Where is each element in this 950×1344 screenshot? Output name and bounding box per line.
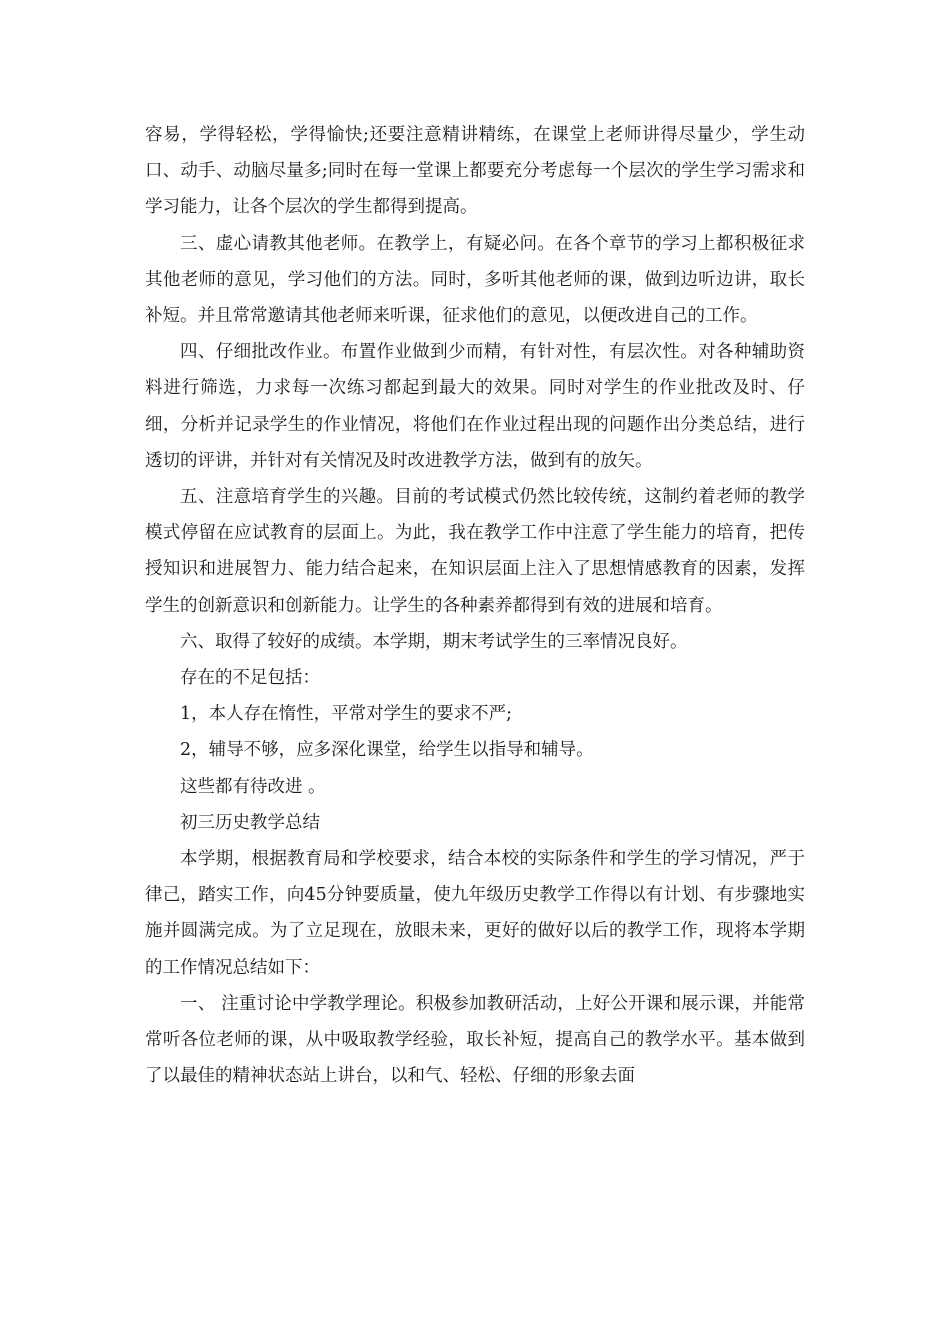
paragraph-shortcoming-1: 1，本人存在惰性，平常对学生的要求不严; bbox=[180, 704, 513, 725]
paragraph-item-4: 四、仔细批改作业。布置作业做到少而精，有针对性，有层次性。对各种辅助资料进行筛选，力求每一次练习都起到最大的效果。同时对学生的作业批改及时、仔细，分析并记录学生的作业情况，将他们在作业过程出现的问题作出分类总结，进行透切的评讲，并针对有关情况及时改进教学方法，做到有的放矢。 bbox=[145, 342, 805, 471]
paragraph-continuation: 容易，学得轻松，学得愉快;还要注意精讲精练，在课堂上老师讲得尽量少，学生动口、动手、动脑尽量多;同时在每一堂课上都要充分考虑每一个层次的学生学习需求和学习能力，让各个层次的学生都得到提高。 bbox=[145, 125, 805, 218]
section-title: 初三历史教学总结 bbox=[180, 812, 320, 833]
paragraph-item-6: 六、取得了较好的成绩。本学期，期末考试学生的三率情况良好。 bbox=[180, 631, 688, 652]
document-body bbox=[145, 117, 805, 1094]
paragraph-intro: 本学期，根据教育局和学校要求，结合本校的实际条件和学生的学习情况，严于律己，踏实工作，向45分钟要质量，使九年级历史教学工作得以有计划、有步骤地实施并圆满完成。为了立足现在，放眼未来，更好的做好以后的教学工作，现将本学期的工作情况总结如下： bbox=[145, 849, 805, 978]
paragraph-item-5: 五、注意培育学生的兴趣。目前的考试模式仍然比较传统，这制约着老师的教学模式停留在应试教育的层面上。为此，我在教学工作中注意了学生能力的培育，把传授知识和进展智力、能力结合起来，在知识层面上注入了思想情感教育的因素，发挥学生的创新意识和创新能力。让学生的各种素养都得到有效的进展和培育。 bbox=[145, 487, 805, 616]
paragraph-shortcoming-2: 2，辅导不够，应多深化课堂，给学生以指导和辅导。 bbox=[180, 740, 594, 761]
paragraph-improvement-note: 这些都有待改进 。 bbox=[180, 776, 326, 797]
paragraph-item-3: 三、虚心请教其他老师。在教学上，有疑必问。在各个章节的学习上都积极征求其他老师的意见，学习他们的方法。同时，多听其他老师的课，做到边听边讲，取长补短。并且常常邀请其他老师来听课，征求他们的意见，以便改进自己的工作。 bbox=[145, 233, 805, 327]
paragraph-item-1: 一、 注重讨论中学教学理论。积极参加教研活动，上好公开课和展示课，并能常常听各位老师的课，从中吸取教学经验，取长补短，提高自己的教学水平。基本做到了以最佳的精神状态站上讲台，以和气、轻松、仔细的形象去面 bbox=[145, 993, 805, 1087]
paragraph-shortcomings-heading: 存在的不足包括： bbox=[180, 668, 320, 689]
